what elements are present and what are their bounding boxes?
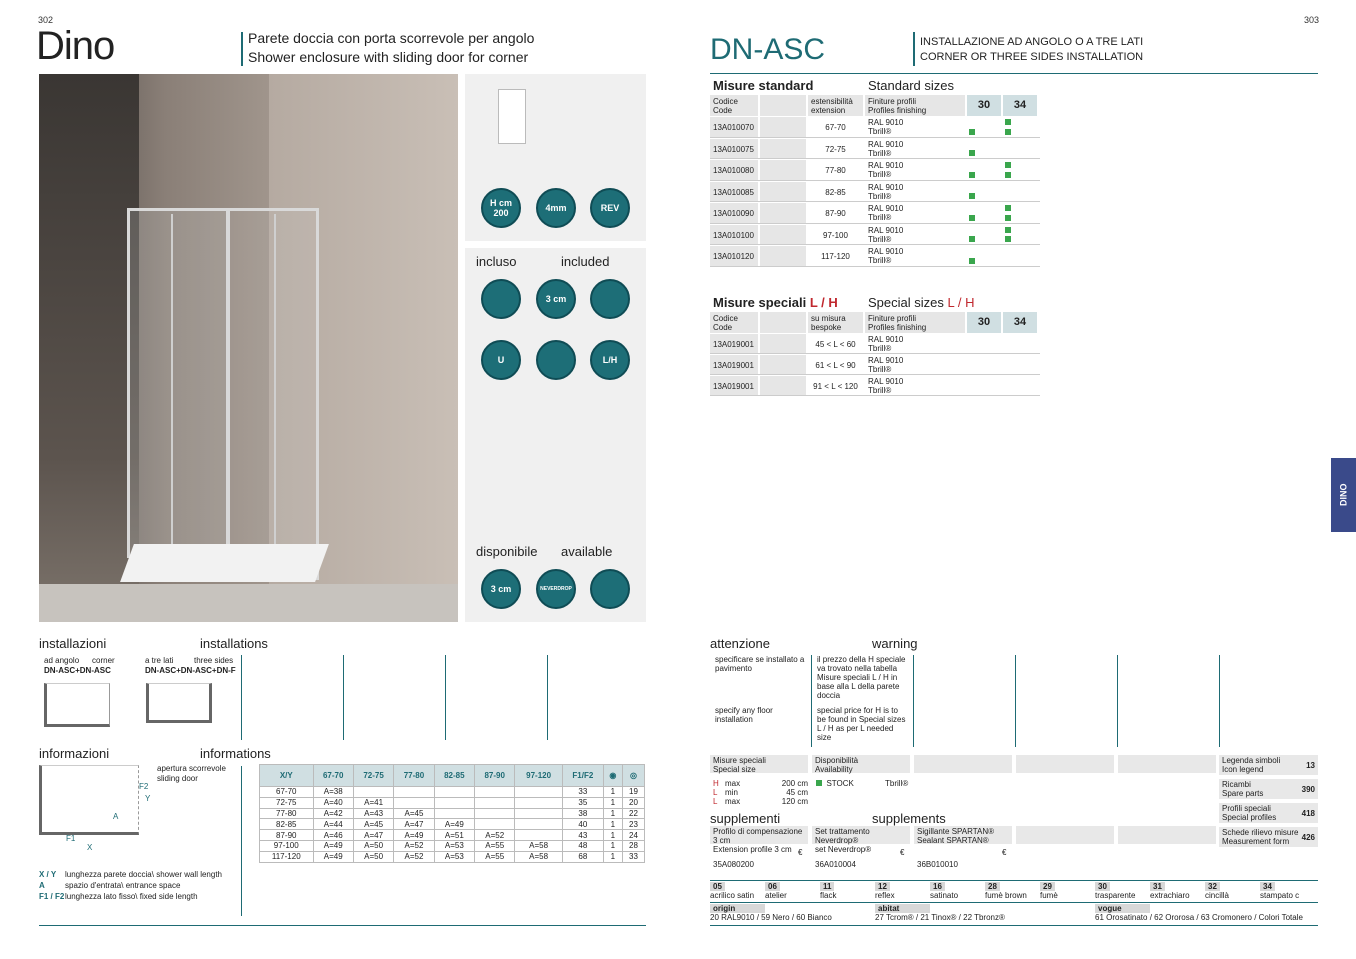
install-three-it: a tre lati <box>145 656 174 665</box>
finish-group: origin 20 RAL9010 / 59 Nero / 60 Bianco <box>710 904 832 922</box>
warning-floor-it: specificare se installato a pavimento <box>715 655 805 673</box>
legend-item[interactable]: Ricambi Spare parts 390 <box>1219 779 1318 799</box>
reversible-icon: REV <box>590 188 630 228</box>
glass-item: 12 reflex <box>875 882 895 900</box>
standard-row: 13A010070 67-70 RAL 9010 Tbrill® <box>710 117 1040 138</box>
warning-label-it: attenzione <box>710 636 770 651</box>
handle-col-icon: ◉ <box>603 765 622 787</box>
special-table: Codice Code su misura bespoke Finiture profili Profiles finishing 30 34 13A019001 45 < L < 60 RAL 9010 Tbrill® 13A019001 61 < L < 90 RAL 9010 Tbrill® 13A019001 91 < L < 120 RAL 9010 Tbrill® <box>710 312 1040 396</box>
glass-item: 16 satinato <box>930 882 959 900</box>
install-three-en: three sides <box>194 656 234 665</box>
finish-group: abitat 27 Tcrom® / 21 Tinox® / 22 Tbronz® <box>875 904 1005 922</box>
table-row: 87-90 A=46 A=47 A=49 A=51 A=52 43 1 24 <box>260 830 645 841</box>
product-photo <box>39 74 458 622</box>
standard-title-en: Standard sizes <box>868 78 954 93</box>
profile-icon <box>481 279 521 319</box>
legend-item[interactable]: Profili speciali Special profiles 418 <box>1219 803 1318 823</box>
finish-group: vogue 61 Orosatinato / 62 Ororosa / 63 Cromonero / Colori Totale <box>1095 904 1303 922</box>
table-row: 117-120 A=49 A=50 A=52 A=53 A=55 A=58 68 1 33 <box>260 851 645 862</box>
weight-col-icon: ◎ <box>622 765 644 787</box>
supplement-code: 36B010010 <box>917 860 958 869</box>
height-200-icon: H cm 200 <box>481 188 521 228</box>
special-title-it: Misure speciali L / H <box>713 295 838 310</box>
standard-row: 13A010090 87-90 RAL 9010 Tbrill® <box>710 203 1040 224</box>
special-row: 13A019001 61 < L < 90 RAL 9010 Tbrill® <box>710 355 1040 375</box>
diagram-label-f1: F1 <box>66 834 76 843</box>
standard-row: 13A010085 82-85 RAL 9010 Tbrill® <box>710 182 1040 203</box>
subtitle-en: Shower enclosure with sliding door for corner <box>248 49 529 65</box>
diagram-label-x: X <box>87 843 93 852</box>
warning-price-en: special price for H is to be found in Special sizes L / H as per L needed size <box>817 706 906 742</box>
info-diagram <box>39 765 139 835</box>
warning-label-en: warning <box>872 636 918 651</box>
glass-treatment-icon <box>536 340 576 380</box>
stock-indicator: STOCK <box>816 779 854 788</box>
standard-row: 13A010080 77-80 RAL 9010 Tbrill® <box>710 160 1040 181</box>
table-row: 97-100 A=49 A=50 A=52 A=53 A=55 A=58 48 1 28 <box>260 840 645 851</box>
model-title: DN-ASC <box>710 33 826 66</box>
xy-table: X/Y 67-70 72-75 77-80 82-85 87-90 97-120 F1/F2 ◉ ◎ 67-70 A=38 33 1 19 72-75 A=40 A=41 35 1 20 77-80 A=42 A=43 A=45 38 1 22 82-85 A=44 A=45 A=47 A=49 40 1 23 87-90 A=46 A=47 A=49 A=51 A=52 43 1 24 97-100 A=49 A=50 A=52 A=53 A=55 A=58 48 1 28 117-120 A=49 A=50 A=52 A=53 A=55 A=58 68 1 33 <box>259 764 645 863</box>
install-en: CORNER OR THREE SIDES INSTALLATION <box>920 51 1144 63</box>
enclosure-thumb-icon <box>498 89 526 144</box>
standard-title-it: Misure standard <box>713 78 814 93</box>
glass-item: 05 acrilico satin <box>710 882 755 900</box>
glass-item: 29 fumè <box>1040 882 1058 900</box>
supplement-box: Set trattamento Neverdrop® set Neverdrop® <box>812 826 910 844</box>
legend-item[interactable]: Schede rilievo misure Measurement form 426 <box>1219 827 1318 847</box>
u-profile-icon: U <box>481 340 521 380</box>
supplement-code: 36A010004 <box>815 860 856 869</box>
extension-3cm-icon: 3 cm <box>536 279 576 319</box>
page-number-right: 303 <box>1304 15 1320 25</box>
install-it: INSTALLAZIONE AD ANGOLO O A TRE LATI <box>920 36 1144 48</box>
table-row: 72-75 A=40 A=41 35 1 20 <box>260 797 645 808</box>
extension-3cm-available-icon: 3 cm <box>481 569 521 609</box>
table-row: 82-85 A=44 A=45 A=47 A=49 40 1 23 <box>260 819 645 830</box>
install-three-code: DN-ASC+DN-ASC+DN-F <box>145 666 236 675</box>
subtitle-it: Parete doccia con porta scorrevole per angolo <box>248 30 535 46</box>
table-row: 67-70 A=38 33 1 19 <box>260 787 645 798</box>
icons-panel-bottom <box>465 248 646 622</box>
included-label-it: incluso <box>476 254 517 269</box>
lh-size-icon: L/H <box>590 340 630 380</box>
standard-row: 13A010120 117-120 RAL 9010 Tbrill® <box>710 246 1040 267</box>
legend-item[interactable]: Legenda simboli Icon legend 13 <box>1219 755 1318 775</box>
installations-label-en: installations <box>200 636 268 651</box>
glass-item: 34 stampato c <box>1260 882 1300 900</box>
install-corner-diagram <box>44 683 110 727</box>
warning-floor-en: specify any floor installation <box>715 706 773 724</box>
stock-finish: Tbrill® <box>885 779 909 788</box>
special-title-en: Special sizes L / H <box>868 295 975 310</box>
available-label-en: available <box>561 544 613 559</box>
supplements-label-en: supplements <box>872 811 946 826</box>
included-label-en: included <box>561 254 610 269</box>
glass-item: 11 flack <box>820 882 837 900</box>
glass-item: 32 cincillà <box>1205 882 1230 900</box>
diagram-label-a: A <box>113 812 119 821</box>
side-tab: DINO <box>1331 458 1356 532</box>
diagram-label-f2: F2 <box>139 782 149 791</box>
glass-item: 30 trasparente <box>1095 882 1136 900</box>
installations-label-it: installazioni <box>39 636 107 651</box>
info-label-it: informazioni <box>39 746 110 761</box>
supplement-box: Profilo di compensazione 3 cm Extension profile 3 cm <box>710 826 808 844</box>
standard-row: 13A010100 97-100 RAL 9010 Tbrill® <box>710 225 1040 246</box>
table-row: 77-80 A=42 A=43 A=45 38 1 22 <box>260 808 645 819</box>
glass-item: 28 fumè brown <box>985 882 1027 900</box>
available-label-it: disponibile <box>476 544 538 559</box>
special-size-values: H max 200 cm L min 45 cm L max 120 cm <box>713 779 808 806</box>
supplement-box: Sigillante SPARTAN® Sealant SPARTAN® <box>914 826 1012 844</box>
install-corner-en: corner <box>92 656 115 665</box>
door-en: sliding door <box>157 774 198 783</box>
glass-item: 06 atelier <box>765 882 787 900</box>
special-size-box: Misure speciali Special size <box>710 755 808 773</box>
standard-table: Codice Code estensibilità extension Finiture profili Profiles finishing 30 34 13A010070 67-70 RAL 9010 Tbrill® 13A010075 72-75 RAL 9010 Tbrill® 13A010080 77-80 RAL 9010 Tbrill® 13A010085 82-85 RAL 9010 Tbrill® 13A010090 87-90 RAL 9010 Tbrill® 13A010100 97-100 RAL 9010 Tbrill® 13A010120 117-120 RAL 9010 Tbrill® <box>710 95 1040 267</box>
glass-4mm-icon: 4mm <box>536 188 576 228</box>
install-three-diagram <box>146 683 212 723</box>
info-legend: X / Y lunghezza parete doccia\ shower wall length A spazio d'entrata\ entrance space F1 / F2lunghezza lato fisso\ fixed side length <box>39 870 222 901</box>
info-label-en: informations <box>200 746 271 761</box>
standard-row: 13A010075 72-75 RAL 9010 Tbrill® <box>710 139 1040 160</box>
handle-icon <box>590 279 630 319</box>
availability-box: Disponibilità Availability <box>812 755 910 773</box>
special-row: 13A019001 91 < L < 120 RAL 9010 Tbrill® <box>710 376 1040 396</box>
neverdrop-icon: NEVERDROP <box>536 569 576 609</box>
door-it: apertura scorrevole <box>157 764 226 773</box>
supplements-label-it: supplementi <box>710 811 781 826</box>
glass-item: 31 extrachiaro <box>1150 882 1190 900</box>
install-corner-it: ad angolo <box>44 656 80 665</box>
cleaning-icon <box>590 569 630 609</box>
supplement-code: 35A080200 <box>713 860 754 869</box>
icons-panel-top <box>465 74 646 241</box>
special-row: 13A019001 45 < L < 60 RAL 9010 Tbrill® <box>710 334 1040 354</box>
page-number-left: 302 <box>38 15 54 25</box>
page-title: Dino <box>36 24 115 68</box>
warning-price-it: il prezzo della H speciale va trovato nella tabella Misure speciali L / H in base alla L della parete doccia <box>817 655 906 700</box>
install-corner-code: DN-ASC+DN-ASC <box>44 666 111 675</box>
diagram-label-y: Y <box>145 794 151 803</box>
